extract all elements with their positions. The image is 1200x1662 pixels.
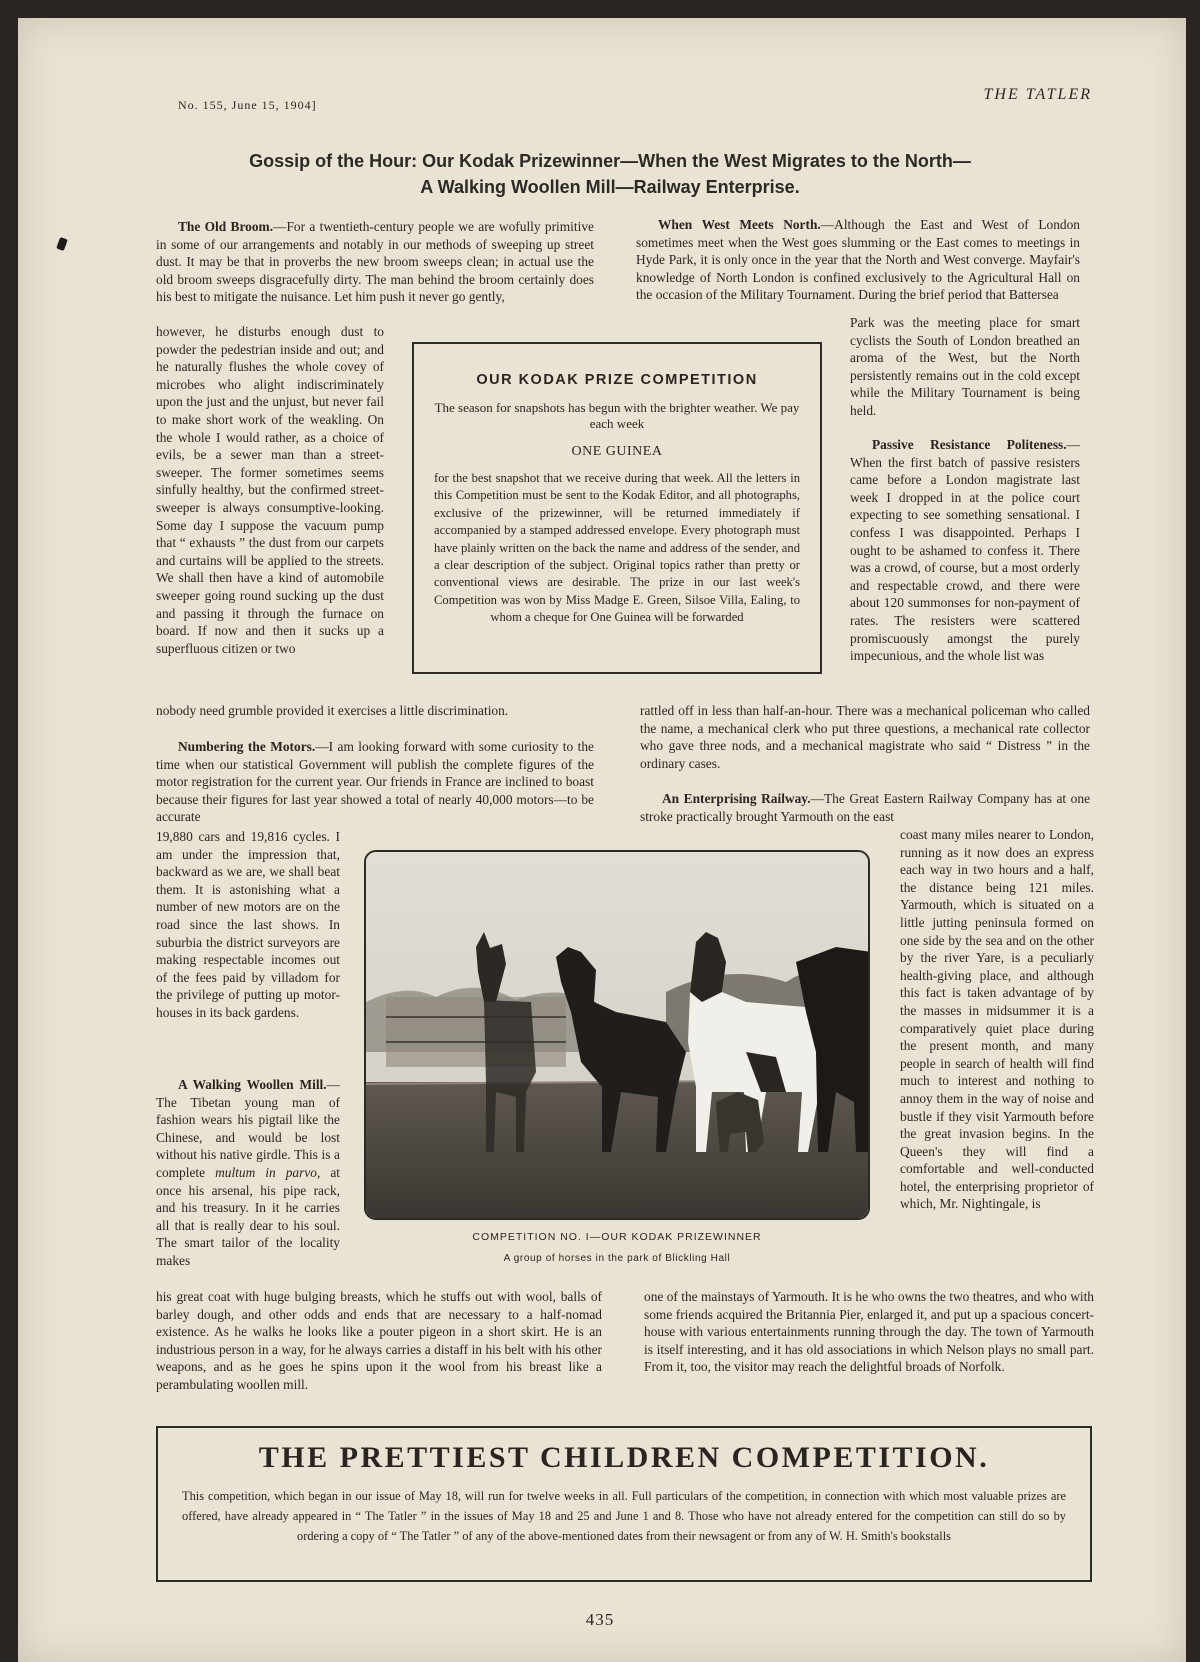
children-body: This competition, which began in our issue of May 18, will run for twelve weeks in all. Full particulars of the competition, in connection with which most valuable prizes are offered, have already appeared in “ The Tatler ” in the issues of May 18 and 25 and June 1 and 8. Those who have not already entered for the competition can still do so by ordering a copy of “ The Tatler ” of any of the above-mentioned dates from their newsagent or from any of W. H. Smith's bookstalls: [182, 1489, 1066, 1543]
prettiest-children-box: [156, 1426, 1092, 1582]
kodak-prize: ONE GUINEA: [571, 444, 663, 459]
woollen-mill-wide: [156, 1288, 602, 1394]
old-broom-lead: The Old Broom.: [178, 219, 274, 234]
children-title: THE PRETTIEST CHILDREN COMPETITION.: [258, 1441, 990, 1474]
headline-line-2: A Walking Woollen Mill—Railway Enterprise.: [420, 177, 800, 197]
passive-resistance-text-wide: rattled off in less than half-an-hour. There was a mechanical policeman who called the name, a mechanical clerk who put three questions, a mechanical rate collector who gave three nods, and a mechanical magistrate who said “ Distress ” in the ordinary cases.: [640, 703, 1090, 771]
horses-photograph: [364, 850, 870, 1220]
numbering-motors-text-narrow: 19,880 cars and 19,816 cycles. I am under the impression that, backward as we are, we shall beat them. It is astonishing what a number of new motors are on the road since the last shows. In suburbia the district surveyors are making respectable incomes out of the fees paid by villadom for the privilege of putting up motor-houses in its back gardens.: [156, 829, 340, 1020]
passive-resistance-lead: Passive Resistance Politeness.: [872, 437, 1067, 452]
west-north-text-narrow: Park was the meeting place for smart cyclists the South of London breathed an aroma of the West, but the North persistently remains out in the cold except while the Military Tournament is being held.: [850, 315, 1080, 418]
numbering-motors-wide: [156, 738, 594, 826]
page-number: 435: [585, 1610, 615, 1629]
west-north-lead: When West Meets North.: [658, 217, 821, 232]
west-north-wide: [636, 216, 1080, 304]
railway-lead: An Enterprising Railway.: [662, 791, 811, 806]
page-headline: [140, 148, 1080, 200]
kodak-competition-box: [412, 342, 822, 674]
horses-image: [366, 852, 870, 1220]
old-broom-top: [156, 218, 594, 306]
woollen-mill-text-before: —The Tibetan young man of fashion wears his pigtail like the Chinese, and would be lost without his native girdle. This is a complete: [156, 1077, 340, 1180]
woollen-mill-italic: multum in parvo,: [215, 1164, 321, 1180]
passive-resistance-text-narrow: —When the first batch of passive resisters came before a London magistrate last week I dropped in at the police court expecting to see something sensational. I confess I was disappointed. Perhaps I ought to be ashamed to confess it. There was a crowd, of course, but a most orderly and respectable crowd, and there were about 120 summonses for non-payment of rates. The resisters were scattered promiscuously amongst the purely impecunious, and the whole list was: [850, 437, 1080, 664]
railway-text-narrow: coast many miles nearer to London, running as it now does an express each way in two hours and a half, the distance being 121 miles. Yarmouth, which is situated on a little jutting peninsula formed on one side by the sea and on the other by the river Yare, is a peculiarly health-giving place, and although this fact is taken advantage of by the masses in midsummer it is a comparatively quiet place during the present month, and many people in search of health will find much to interest and nothing to annoy them in the way of noise and bustle if they visit Yarmouth before the great invasion begins. In the Queen's they will find a comfortable and well-conducted hotel, the enterprising proprietor of which, Mr. Nightingale, is: [900, 827, 1094, 1212]
issue-folio: No. 155, June 15, 1904]: [178, 98, 317, 112]
west-north-text-wide: —Although the East and West of London sometimes meet when the West goes slumming or the East comes to meetings in Hyde Park, it is only once in the year that the North and West converge. Mayfair's knowledge of North London is confined exclusively to the Agricultural Hall on the occasion of the Military Tournament. During the brief period that Battersea: [636, 217, 1080, 303]
west-north-narrow: [850, 314, 1080, 420]
railway-end: [644, 1288, 1094, 1376]
numbering-motors-narrow: [156, 828, 340, 1022]
passive-resistance-narrow: [850, 436, 1080, 665]
railway-text-wide: —The Great Eastern Railway Company has at one stroke practically brought Yarmouth on the east: [640, 791, 1091, 824]
woollen-mill-narrow: [156, 1076, 340, 1270]
railway-narrow: [900, 826, 1094, 1213]
numbering-motors-text-wide: —I am looking forward with some curiosity to the time when our statistical Government will publish the complete figures of the motor registration for the current year. Our friends in France are inclined to boast because their figures for last year showed a total of nearly 40,000 motors—to be accurate: [156, 739, 594, 825]
kodak-subtitle: The season for snapshots has begun with the brighter weather. We pay each week: [434, 400, 800, 431]
photo-caption-sub: A group of horses in the park of Blickling Hall: [503, 1253, 731, 1264]
woollen-mill-lead: A Walking Woollen Mill.: [178, 1077, 327, 1092]
old-broom-narrow: [156, 323, 384, 657]
kodak-title: OUR KODAK PRIZE COMPETITION: [476, 372, 758, 388]
magazine-title: THE TATLER: [983, 86, 1092, 103]
photo-caption-title: COMPETITION NO. I—OUR KODAK PRIZEWINNER: [472, 1231, 762, 1243]
passive-resistance-wide: [640, 702, 1090, 772]
old-broom-text-narrow: however, he disturbs enough dust to powder the pedestrian inside and out; and he naturally flushes the whole covey of microbes who alight indiscriminately upon the just and the unjust, but never fail to make short work of the weakling. On the whole I would rather, as a choice of evils, be a sewer man than a street-sweeper. The former sometimes seems sinfully healthy, but the confirmed street-sweeper is always consumptive-looking. Some day I suppose the vacuum pump that “ exhausts ” the dust from our carpets and curtains will be applied to the streets. We shall then have a kind of automobile sweeper going round sucking up the dust and passing it through the furnace on board. If now and then it sucks up a superfluous citizen or two: [156, 324, 384, 656]
old-broom-end: [156, 702, 594, 720]
railway-text-end: one of the mainstays of Yarmouth. It is he who owns the two theatres, and who with some friends acquired the Britannia Pier, enlarged it, and put up a spacious concert-house with various entertainments running through the day. The town of Yarmouth is itself interesting, and it has old associations in which Nelson plays no small part. From it, too, the visitor may reach the delightful broads of Norfolk.: [644, 1289, 1094, 1375]
railway-wide: [640, 790, 1090, 825]
old-broom-text-end: nobody need grumble provided it exercises a little discrimination.: [156, 703, 509, 718]
numbering-motors-lead: Numbering the Motors.: [178, 739, 316, 754]
kodak-body: for the best snapshot that we receive during that week. All the letters in this Competition must be sent to the Kodak Editor, and all photographs, exclusive of the prizewinner, will be returned immediately if accompanied by a stamped addressed envelope. Every photograph must have plainly written on the back the name and address of the sender, and a clear description of the subject. Original topics rather than pretty or conventional views are desirable. The prize in our last week's Competition was won by Miss Madge E. Green, Silsoe Villa, Ealing, to whom a cheque for One Guinea will be forwarded: [434, 471, 800, 625]
woollen-mill-text-after: at once his arsenal, his pipe rack, and his treasury. In it he carries all that is really dear to his soul. The smart tailor of the locality makes: [156, 1164, 340, 1268]
headline-line-1: Gossip of the Hour: Our Kodak Prizewinner—When the West Migrates to the North—: [249, 151, 971, 171]
old-broom-text-top: —For a twentieth-century people we are wofully primitive in some of our arrangements and notably in our methods of sweeping up street dust. It may be that in proverbs the new broom sweeps clean; in actual use the old broom sweeps disgracefully dirty. The man behind the broom certainly does his best to mitigate the nuisance. Let him push it never go gently,: [156, 219, 594, 305]
woollen-mill-text-wide: his great coat with huge bulging breasts, which he stuffs out with wool, balls of barley dough, and other odds and ends that are necessary to a half-nomad existence. As he walks he looks like a pouter pigeon in a short skirt. He is an industrious person in a way, for he always carries a distaff in his belt with his other weapons, and as he goes he spins upon it the wool from his breast like a perambulating woollen mill.: [156, 1289, 602, 1392]
